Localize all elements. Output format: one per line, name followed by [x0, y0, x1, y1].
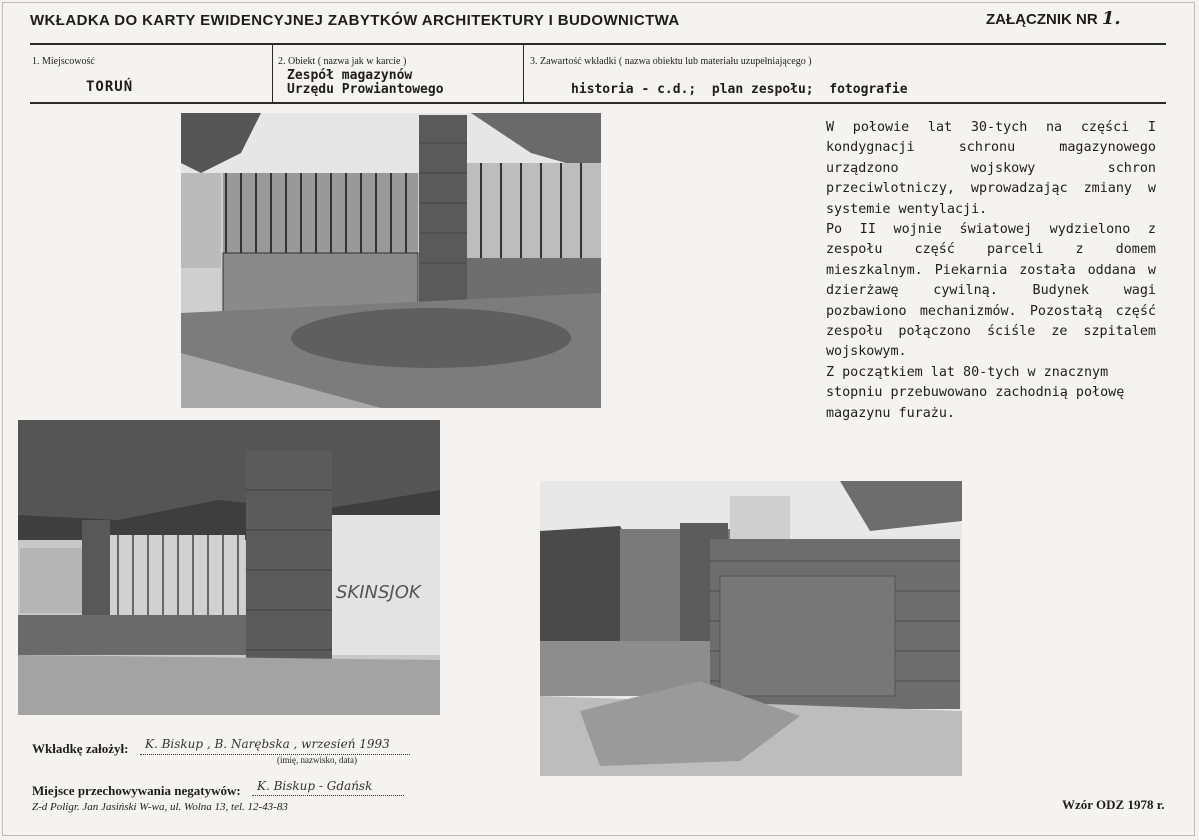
fields-rule — [30, 102, 1166, 104]
annex-label-text: ZAŁĄCZNIK NR — [986, 11, 1098, 28]
photo-wall — [540, 481, 962, 776]
negatives-value: K. Biskup - Gdańsk — [257, 779, 373, 793]
history-text — [826, 118, 1156, 424]
founded-note: (imię, nazwisko, data) — [277, 755, 357, 765]
header-rule — [30, 43, 1166, 45]
contents-label: 3. Zawartość wkładki ( nazwa obiektu lub materiału uzupełniającego ) — [530, 56, 812, 67]
negatives-dotted-line — [252, 795, 404, 796]
photo-gate — [181, 113, 601, 408]
history-paragraph-2: Po II wojnie światowej wydzielono z zespołu część parceli z domem mieszkalnym. Piekarnia została oddana w dzierżawę cywilną. Budynek wagi pozbawiono mechanizmów. Pozostałą część zespołu połączono ściśle ze szpitalem wojskowym. — [826, 222, 1156, 360]
locality-value: TORUŃ — [86, 79, 134, 95]
card-title: WKŁADKA DO KARTY EWIDENCYJNEJ ZABYTKÓW ARCHITEKTURY I BUDOWNICTWA — [30, 12, 680, 29]
printer-imprint: Z-d Poligr. Jan Jasiński W-wa, ul. Wolna 13, tel. 12-43-83 — [32, 801, 288, 813]
founded-value: K. Biskup , B. Narębska , wrzesień 1993 — [145, 737, 390, 751]
annex-number: 1. — [1101, 8, 1121, 29]
locality-label: 1. Miejscowość — [32, 56, 95, 67]
history-paragraph-1: W połowie lat 30-tych na części I kondygnacji schronu magazynowego urządzono wojskowy schron przeciwlotniczy, wprowadzając zmiany w systemie wentylacji. — [826, 120, 1156, 217]
founded-label: Wkładkę założył: — [32, 741, 129, 756]
photo-wall-icon — [540, 481, 962, 776]
form-model: Wzór ODZ 1978 r. — [1062, 797, 1165, 812]
photo-fence-icon — [18, 420, 440, 715]
field-divider-2 — [523, 45, 524, 102]
contents-value: historia - c.d.; plan zespołu; fotografie — [571, 82, 908, 97]
founded-dotted-line — [140, 754, 410, 755]
graffiti-text: SKINSJOK — [336, 582, 421, 603]
object-value-line2: Urzędu Prowiantowego — [287, 82, 444, 97]
annex-label — [986, 8, 1121, 29]
negatives-label: Miejsce przechowywania negatywów: — [32, 783, 241, 798]
object-label: 2. Obiekt ( nazwa jak w karcie ) — [278, 56, 407, 67]
photo-fence — [18, 420, 440, 715]
object-value-line1: Zespół magazynów — [287, 68, 413, 83]
field-divider-1 — [272, 45, 273, 102]
photo-gate-icon — [181, 113, 601, 408]
history-paragraph-3: Z początkiem lat 80-tych w znacznym stopniu przebuwowano zachodnią połowę magazynu furażu. — [826, 364, 1125, 421]
